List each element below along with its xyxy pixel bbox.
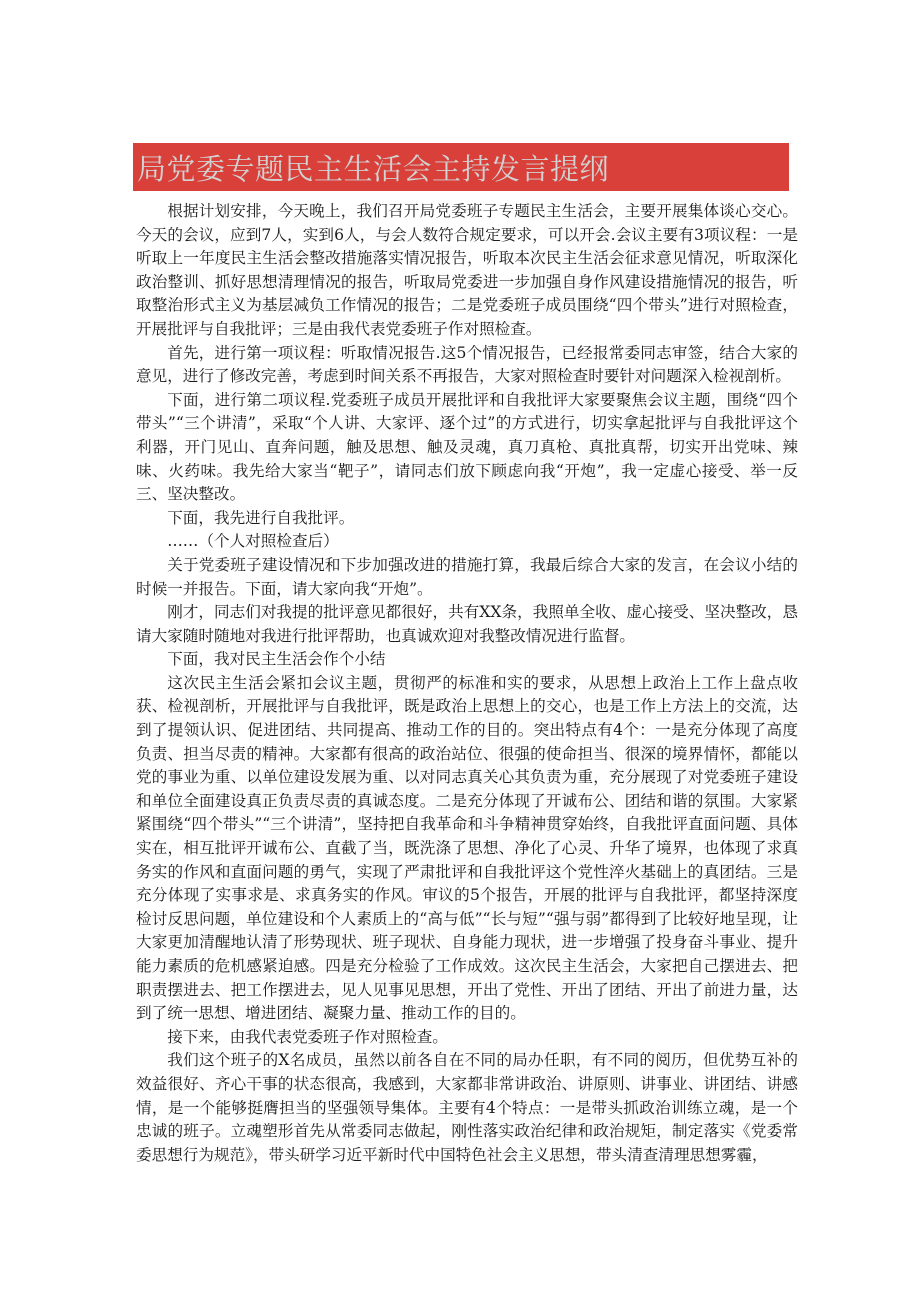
paragraph-10: 接下来，由我代表党委班子作对照检查。 (167, 1027, 448, 1046)
paragraph-4: 下面，我先进行自我批评。 (167, 508, 355, 527)
paragraph-2: 首先，进行第一项议程：听取情况报告.这5个情况报告，已经报常委同志审签，结合大家的意见，进行了修改完善，考虑到时间关系不再报告，大家对照检查时要针对问题深入检视剖析。 (136, 343, 798, 386)
paragraph-8: 下面，我对民主生活会作个小结 (167, 650, 386, 669)
paragraph-1: 根据计划安排，今天晚上，我们召开局党委班子专题民主生活会，主要开展集体谈心交心。今天的会议，应到7人，实到6人，与会人数符合规定要求，可以开会.会议主要有3项议程：一是听取上一年度民主生活会整改措施落实情况报告，听取本次民主生活会征求意见情况，听取深化政治整训、抓好思想清理情况的报告，听取局党委进一步加强自身作风建设措施情况的报告，听取整治形式主义为基层减负工作情况的报告；二是党委班子成员围绕“四个带头”进行对照检查，开展批评与自我批评；三是由我代表党委班子作对照检查。 (136, 202, 798, 338)
paragraph-5: ……（个人对照检查后） (167, 532, 339, 551)
paragraph-9: 这次民主生活会紧扣会议主题，贯彻严的标准和实的要求，从思想上政治上工作上盘点收获、检视剖析，开展批评与自我批评，既是政治上思想上的交心，也是工作上方法上的交流，达到了提领认识、促进团结、共同提高、推动工作的目的。突出特点有4个：一是充分体现了高度负责、担当尽责的精神。大家都有很高的政治站位、很强的使命担当、很深的境界情怀，都能以党的事业为重、以单位建设发展为重、以对同志真关心其负责为重，充分展现了对党委班子建设和单位全面建设真正负责尽责的真诚态度。二是充分体现了开诚布公、团结和谐的氛围。大家紧紧围绕“四个带头”“三个讲清”，坚持把自我革命和斗争精神贯穿始终，自我批评直面问题、具体实在，相互批评开诚布公、直截了当，既洗涤了思想、净化了心灵、升华了境界，也体现了求真务实的作风和直面问题的勇气，实现了严肃批评和自我批评这个党性淬火基础上的真团结。三是充分体现了实事求是、求真务实的作风。审议的5个报告，开展的批评与自我批评，都坚持深度检讨反思问题，单位建设和个人素质上的“高与低”“长与短”“强与弱”都得到了比较好地呈现，让大家更加清醒地认清了形势现状、班子现状、自身能力现状，进一步增强了投身奋斗事业、提升能力素质的危机感紧迫感。四是充分检验了工作成效。这次民主生活会，大家把自己摆进去、把职责摆进去、把工作摆进去，见人见事见思想，开出了党性、开出了团结、开出了前进力量，达到了统一思想、增进团结、凝聚力量、推动工作的目的。 (136, 673, 798, 1023)
paragraph-3: 下面，进行第二项议程.党委班子成员开展批评和自我批评大家要聚焦会议主题，围绕“四个带头”“三个讲清”，采取“个人讲、大家评、逐个过”的方式进行，切实拿起批评与自我批评这个利器，开门见山、直奔问题，触及思想、触及灵魂，真刀真枪、真批真帮，切实开出党味、辣味、火药味。我先给大家当“靶子”，请同志们放下顾虑向我“开炮”，我一定虚心接受、举一反三、坚决整改。 (136, 390, 798, 504)
document-body (136, 200, 798, 1167)
title-banner (133, 143, 789, 191)
paragraph-11: 我们这个班子的X名成员，虽然以前各自在不同的局办任职，有不同的阅历，但优势互补的效益很好、齐心干事的状态很高，我感到，大家都非常讲政治、讲原则、讲事业、讲团结、讲感情，是一个能够挺膺担当的坚强领导集体。主要有4个特点：一是带头抓政治训练立魂，是一个忠诚的班子。立魂塑形首先从常委同志做起，刚性落实政治纪律和政治规矩，制定落实《党委常委思想行为规范》，带头研学习近平新时代中国特色社会主义思想，带头清查清理思想雾霾， (136, 1051, 798, 1164)
paragraph-7: 刚才，同志们对我提的批评意见都很好，共有XX条，我照单全收、虚心接受、坚决整改，恳请大家随时随地对我进行批评帮助，也真诚欢迎对我整改情况进行监督。 (136, 603, 798, 645)
paragraph-6: 关于党委班子建设情况和下步加强改进的措施打算，我最后综合大家的发言，在会议小结的时候一并报告。下面，请大家向我“开炮”。 (136, 555, 798, 598)
document-title: 局党委专题民主生活会主持发言提纲 (137, 151, 610, 186)
